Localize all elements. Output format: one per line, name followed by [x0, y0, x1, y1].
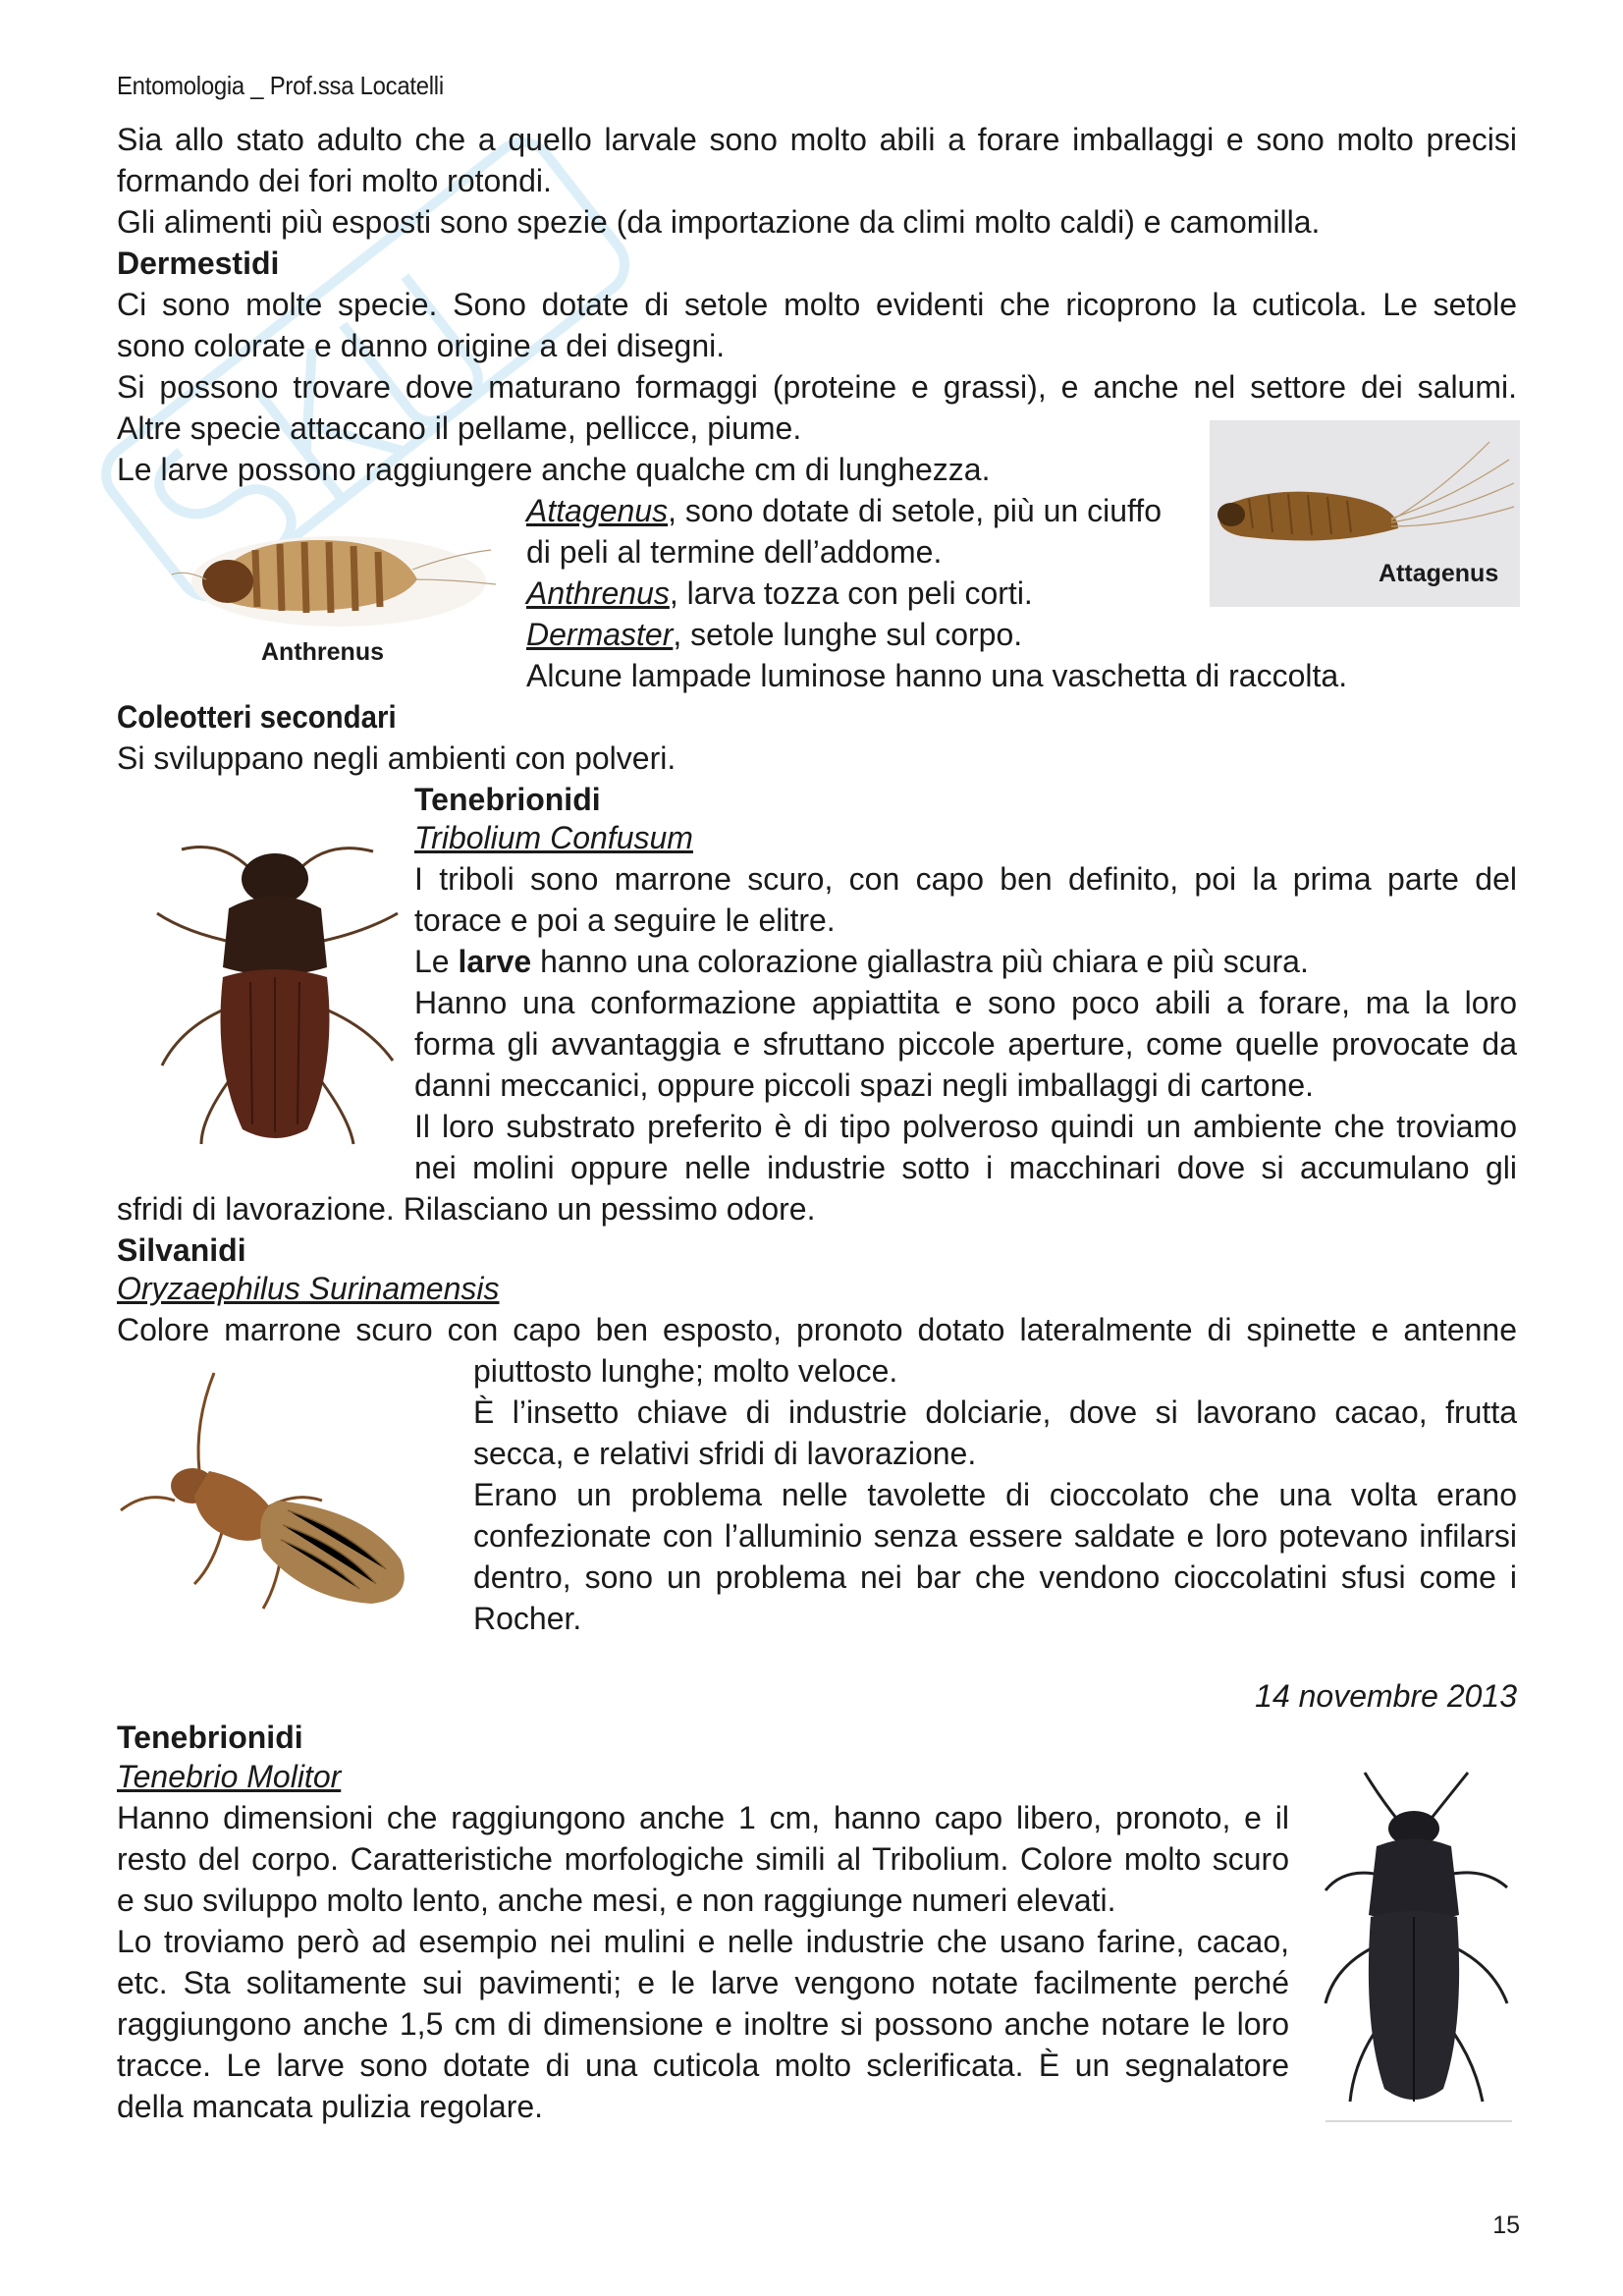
section-title-tenebrionidi-1: Tenebrionidi — [414, 782, 601, 817]
caption-attagenus: Attagenus — [1379, 560, 1499, 587]
page-header: Entomologia _ Prof.ssa Locatelli — [117, 71, 444, 100]
tribolium-species: Tribolium Confusum — [414, 820, 693, 855]
oryzaephilus-species: Oryzaephilus Surinamensis — [117, 1271, 500, 1306]
tenebrio-beetle-image — [1306, 1768, 1522, 2131]
tenebrionidi2-line-3: e suo sviluppo molto lento, anche mesi, e non raggiunge numeri elevati. — [117, 1883, 1116, 1918]
attagenus-line — [526, 490, 1162, 531]
silvanidi-line-1: Colore marrone scuro con capo ben esposto, pronoto dotato lateralmente di spinette e antenne — [117, 1312, 1517, 1347]
attagenus-species: Attagenus — [526, 493, 669, 528]
section-title-tenebrionidi-2: Tenebrionidi — [117, 1720, 303, 1755]
dermestidi-line-5: Le larve possono raggiungere anche qualche cm di lunghezza. — [117, 452, 991, 487]
silvanidi-line-2: piuttosto lunghe; molto veloce. — [473, 1353, 898, 1389]
dermaster-species: Dermaster — [526, 617, 674, 652]
tenebrionidi1-line-1: I triboli sono marrone scuro, con capo ben definito, poi la prima parte del — [414, 861, 1517, 897]
tenebrionidi2-line-4: Lo troviamo però ad esempio nei mulini e nelle industrie che usano farine, cacao, — [117, 1924, 1289, 1959]
attagenus-line-2: di peli al termine dell’addome. — [526, 534, 943, 570]
lecture-date: 14 novembre 2013 — [1255, 1678, 1517, 1714]
tenebrionidi2-line-6: raggiungono anche 1,5 cm di dimensione e inoltre si possono anche notare le loro — [117, 2006, 1289, 2042]
intro-line-3: Gli alimenti più esposti sono spezie (da importazione da climi molto caldi) e camomilla. — [117, 204, 1321, 240]
intro-line-2: formando dei fori molto rotondi. — [117, 163, 552, 198]
tenebrionidi2-line-8: della mancata pulizia regolare. — [117, 2089, 544, 2124]
silvanidi-line-6: confezionate con l’alluminio senza essere saldate e loro potevano infilarsi — [473, 1518, 1517, 1554]
silvanidi-line-3: È l’insetto chiave di industrie dolciarie, dove si lavorano cacao, frutta — [473, 1394, 1517, 1430]
page-number: 15 — [1492, 2212, 1520, 2239]
dermestidi-line-4: Altre specie attaccano il pellame, pellicce, piume. — [117, 410, 802, 446]
attagenus-desc: , sono dotate di setole, più un ciuffo — [668, 493, 1162, 528]
caption-anthrenus: Anthrenus — [261, 638, 384, 666]
silvanidi-line-7: dentro, sono un problema nei bar che vendono cioccolatini sfusi come i — [473, 1559, 1517, 1595]
tenebrionidi2-line-7: tracce. Le larve sono dotate di una cuticola molto sclerificata. È un segnalatore — [117, 2048, 1289, 2083]
larve-bold: larve — [458, 944, 532, 979]
tribolium-beetle-image — [142, 810, 407, 1159]
section-title-silvanidi: Silvanidi — [117, 1232, 246, 1268]
oryzaephilus-beetle-image — [116, 1363, 460, 1633]
tenebrionidi2-line-2: resto del corpo. Caratteristiche morfologiche simili al Tribolium. Colore molto scuro — [117, 1841, 1289, 1877]
tenebrionidi1-line-2: torace e poi a seguire le elitre. — [414, 902, 836, 938]
anthrenus-line — [526, 573, 1033, 614]
tenebrionidi1-line-5: forma gli avvantaggia e sfruttano piccole aperture, come quelle provocate da — [414, 1026, 1517, 1062]
tenebrionidi2-line-1: Hanno dimensioni che raggiungono anche 1 cm, hanno capo libero, pronoto, e il — [117, 1800, 1289, 1835]
tenebrionidi1-line-6: danni meccanici, oppure piccoli spazi negli imballaggi di cartone. — [414, 1067, 1315, 1103]
secondari-text: Si sviluppano negli ambienti con polveri. — [117, 740, 676, 776]
tenebrionidi2-line-5: etc. Sta solitamente sui pavimenti; e le larve vengono notate facilmente perché — [117, 1965, 1289, 2000]
tenebrionidi1-line-8: nei molini oppure nelle industrie sotto i macchinari dove si accumulano gli — [414, 1150, 1517, 1185]
silvanidi-line-5: Erano un problema nelle tavolette di cioccolato che una volta erano — [473, 1477, 1517, 1512]
silvanidi-line-4: secca, e relativi sfridi di lavorazione. — [473, 1436, 977, 1471]
tenebrionidi1-line-4: Hanno una conformazione appiattita e sono poco abili a forare, ma la loro — [414, 985, 1517, 1020]
lampade-line: Alcune lampade luminose hanno una vaschetta di raccolta. — [526, 658, 1348, 693]
dermestidi-line-2: sono colorate e danno origine a dei disegni. — [117, 328, 726, 363]
tenebrio-species: Tenebrio Molitor — [117, 1759, 342, 1794]
tenebrionidi1-line-9: sfridi di lavorazione. Rilasciano un pessimo odore. — [117, 1191, 816, 1227]
dermaster-desc: , setole lunghe sul corpo. — [673, 617, 1023, 652]
anthrenus-larva-image — [167, 520, 511, 638]
dermaster-line — [526, 614, 1022, 655]
tenebrionidi1-line-3: Le larve hanno una colorazione giallastra più chiara e più scura. — [414, 944, 1309, 979]
dermestidi-line-3: Si possono trovare dove maturano formaggi (proteine e grassi), e anche nel settore dei salumi. — [117, 369, 1517, 405]
intro-line-1: Sia allo stato adulto che a quello larvale sono molto abili a forare imballaggi e sono molto precisi — [117, 122, 1517, 157]
dermestidi-line-1: Ci sono molte specie. Sono dotate di setole molto evidenti che ricoprono la cuticola. Le setole — [117, 287, 1517, 322]
anthrenus-species: Anthrenus — [526, 575, 670, 611]
anthrenus-desc: , larva tozza con peli corti. — [669, 575, 1033, 611]
tenebrionidi1-line-7: Il loro substrato preferito è di tipo polveroso quindi un ambiente che troviamo — [414, 1109, 1517, 1144]
section-title-coleotteri-secondari: Coleotteri secondari — [117, 699, 397, 735]
silvanidi-line-8: Rocher. — [473, 1601, 582, 1636]
section-title-dermestidi: Dermestidi — [117, 246, 280, 281]
